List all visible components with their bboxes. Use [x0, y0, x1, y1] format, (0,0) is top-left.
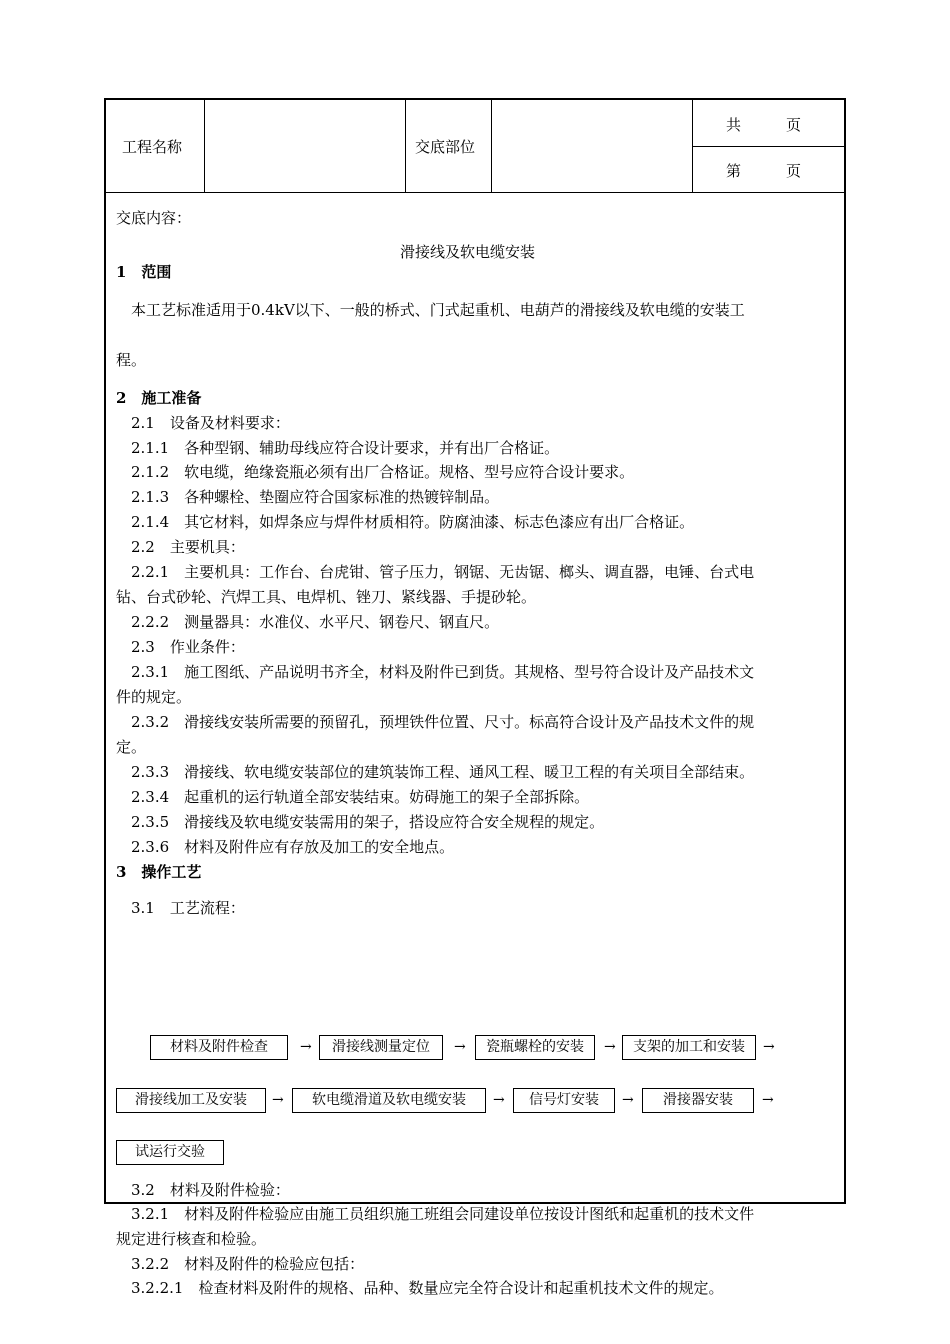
content-line: 规定进行核查和检验。: [116, 1230, 267, 1248]
flow-arrow: →: [763, 1039, 775, 1055]
content-line: 3.2 材料及附件检验：: [116, 1181, 290, 1199]
flow-step: 信号灯安装: [513, 1088, 615, 1113]
flow-arrow: →: [762, 1092, 774, 1108]
content-line: 2.1.3 各种螺栓、垫圈应符合国家标准的热镀锌制品。: [116, 488, 500, 506]
document-frame: [104, 98, 846, 1297]
flow-arrow: →: [300, 1039, 312, 1055]
content-line: 2.3.1 施工图纸、产品说明书齐全，材料及附件已到货。其规格、型号符合设计及产品技术文: [116, 663, 755, 681]
content-line: 2.1.1 各种型钢、辅助母线应符合设计要求，并有出厂合格证。: [116, 439, 560, 457]
header-divider: [405, 100, 406, 193]
flow-arrow: →: [622, 1092, 634, 1108]
content-line: 2.2 主要机具：: [116, 538, 245, 556]
content-line: 3.2.2.1 检查材料及附件的规格、品种、数量应完全符合设计和起重机技术文件的规定。: [116, 1279, 724, 1297]
section-heading: 1 范围: [116, 263, 172, 281]
section-heading: 2 施工准备: [116, 389, 202, 407]
content-line: 2.2.1 主要机具：工作台、台虎钳、管子压力，钢锯、无齿锯、榔头、调直器，电锤、台式电: [116, 563, 755, 581]
content-line: 件的规定。: [116, 688, 192, 706]
flow-arrow: →: [454, 1039, 466, 1055]
flow-arrow: →: [493, 1092, 505, 1108]
flow-step: 滑接器安装: [642, 1088, 754, 1113]
flow-step: 滑接线加工及安装: [116, 1088, 266, 1113]
content-line: 3.1 工艺流程：: [116, 899, 245, 917]
document-title: 滑接线及软电缆安装: [400, 243, 536, 261]
content-line: 2.1.2 软电缆，绝缘瓷瓶必须有出厂合格证。规格、型号应符合设计要求。: [116, 463, 635, 481]
content-line: 本工艺标准适用于0.4kV以下、一般的桥式、门式起重机、电葫芦的滑接线及软电缆的安装工: [116, 301, 745, 319]
content-line: 3.2.1 材料及附件检验应由施工员组织施工班组会同建设单位按设计图纸和起重机的技术文件: [116, 1205, 755, 1223]
flow-step: 滑接线测量定位: [319, 1035, 443, 1060]
total-pages: 共 页: [726, 116, 802, 134]
content-line: 2.2.2 测量器具：水准仪、水平尺、钢卷尺、钢直尺。: [116, 613, 500, 631]
content-line: 2.3 作业条件：: [116, 638, 245, 656]
page-number: 第 页: [726, 162, 802, 180]
header-bottom-rule: [106, 192, 844, 193]
flow-step: 软电缆滑道及软电缆安装: [292, 1088, 486, 1113]
intro-label: 交底内容：: [116, 209, 192, 227]
content-line: 2.3.4 起重机的运行轨道全部安装结束。妨碍施工的架子全部拆除。: [116, 788, 590, 806]
content-line: 2.3.2 滑接线安装所需要的预留孔，预埋铁件位置、尺寸。标高符合设计及产品技术文件的规: [116, 713, 755, 731]
flow-arrow: →: [272, 1092, 284, 1108]
flow-step: 瓷瓶螺栓的安装: [475, 1035, 595, 1060]
content-line: 3.2.2 材料及附件的检验应包括：: [116, 1255, 365, 1273]
flow-step: 试运行交验: [116, 1140, 224, 1165]
flow-step: 材料及附件检查: [150, 1035, 288, 1060]
content-line: 钻、台式砂轮、汽焊工具、电焊机、锉刀、紧线器、手提砂轮。: [116, 588, 537, 606]
content-line: 程。: [116, 351, 147, 369]
content-line: 定。: [116, 738, 147, 756]
header-divider: [692, 146, 844, 147]
project-name-label: 工程名称: [122, 138, 183, 156]
section-heading: 3 操作工艺: [116, 863, 202, 881]
content-line: 2.1 设备及材料要求：: [116, 414, 290, 432]
content-line: 2.3.6 材料及附件应有存放及加工的安全地点。: [116, 838, 455, 856]
flow-step: 支架的加工和安装: [622, 1035, 756, 1060]
header-divider: [204, 100, 205, 193]
content-line: 2.3.3 滑接线、软电缆安装部位的建筑装饰工程、通风工程、暖卫工程的有关项目全部结束。: [116, 763, 755, 781]
flow-arrow: →: [604, 1039, 616, 1055]
content-line: 2.3.5 滑接线及软电缆安装需用的架子，搭设应符合安全规程的规定。: [116, 813, 605, 831]
content-line: 2.1.4 其它材料，如焊条应与焊件材质相符。防腐油漆、标志色漆应有出厂合格证。: [116, 513, 695, 531]
section-label: 交底部位: [415, 138, 476, 156]
header-divider: [491, 100, 492, 193]
